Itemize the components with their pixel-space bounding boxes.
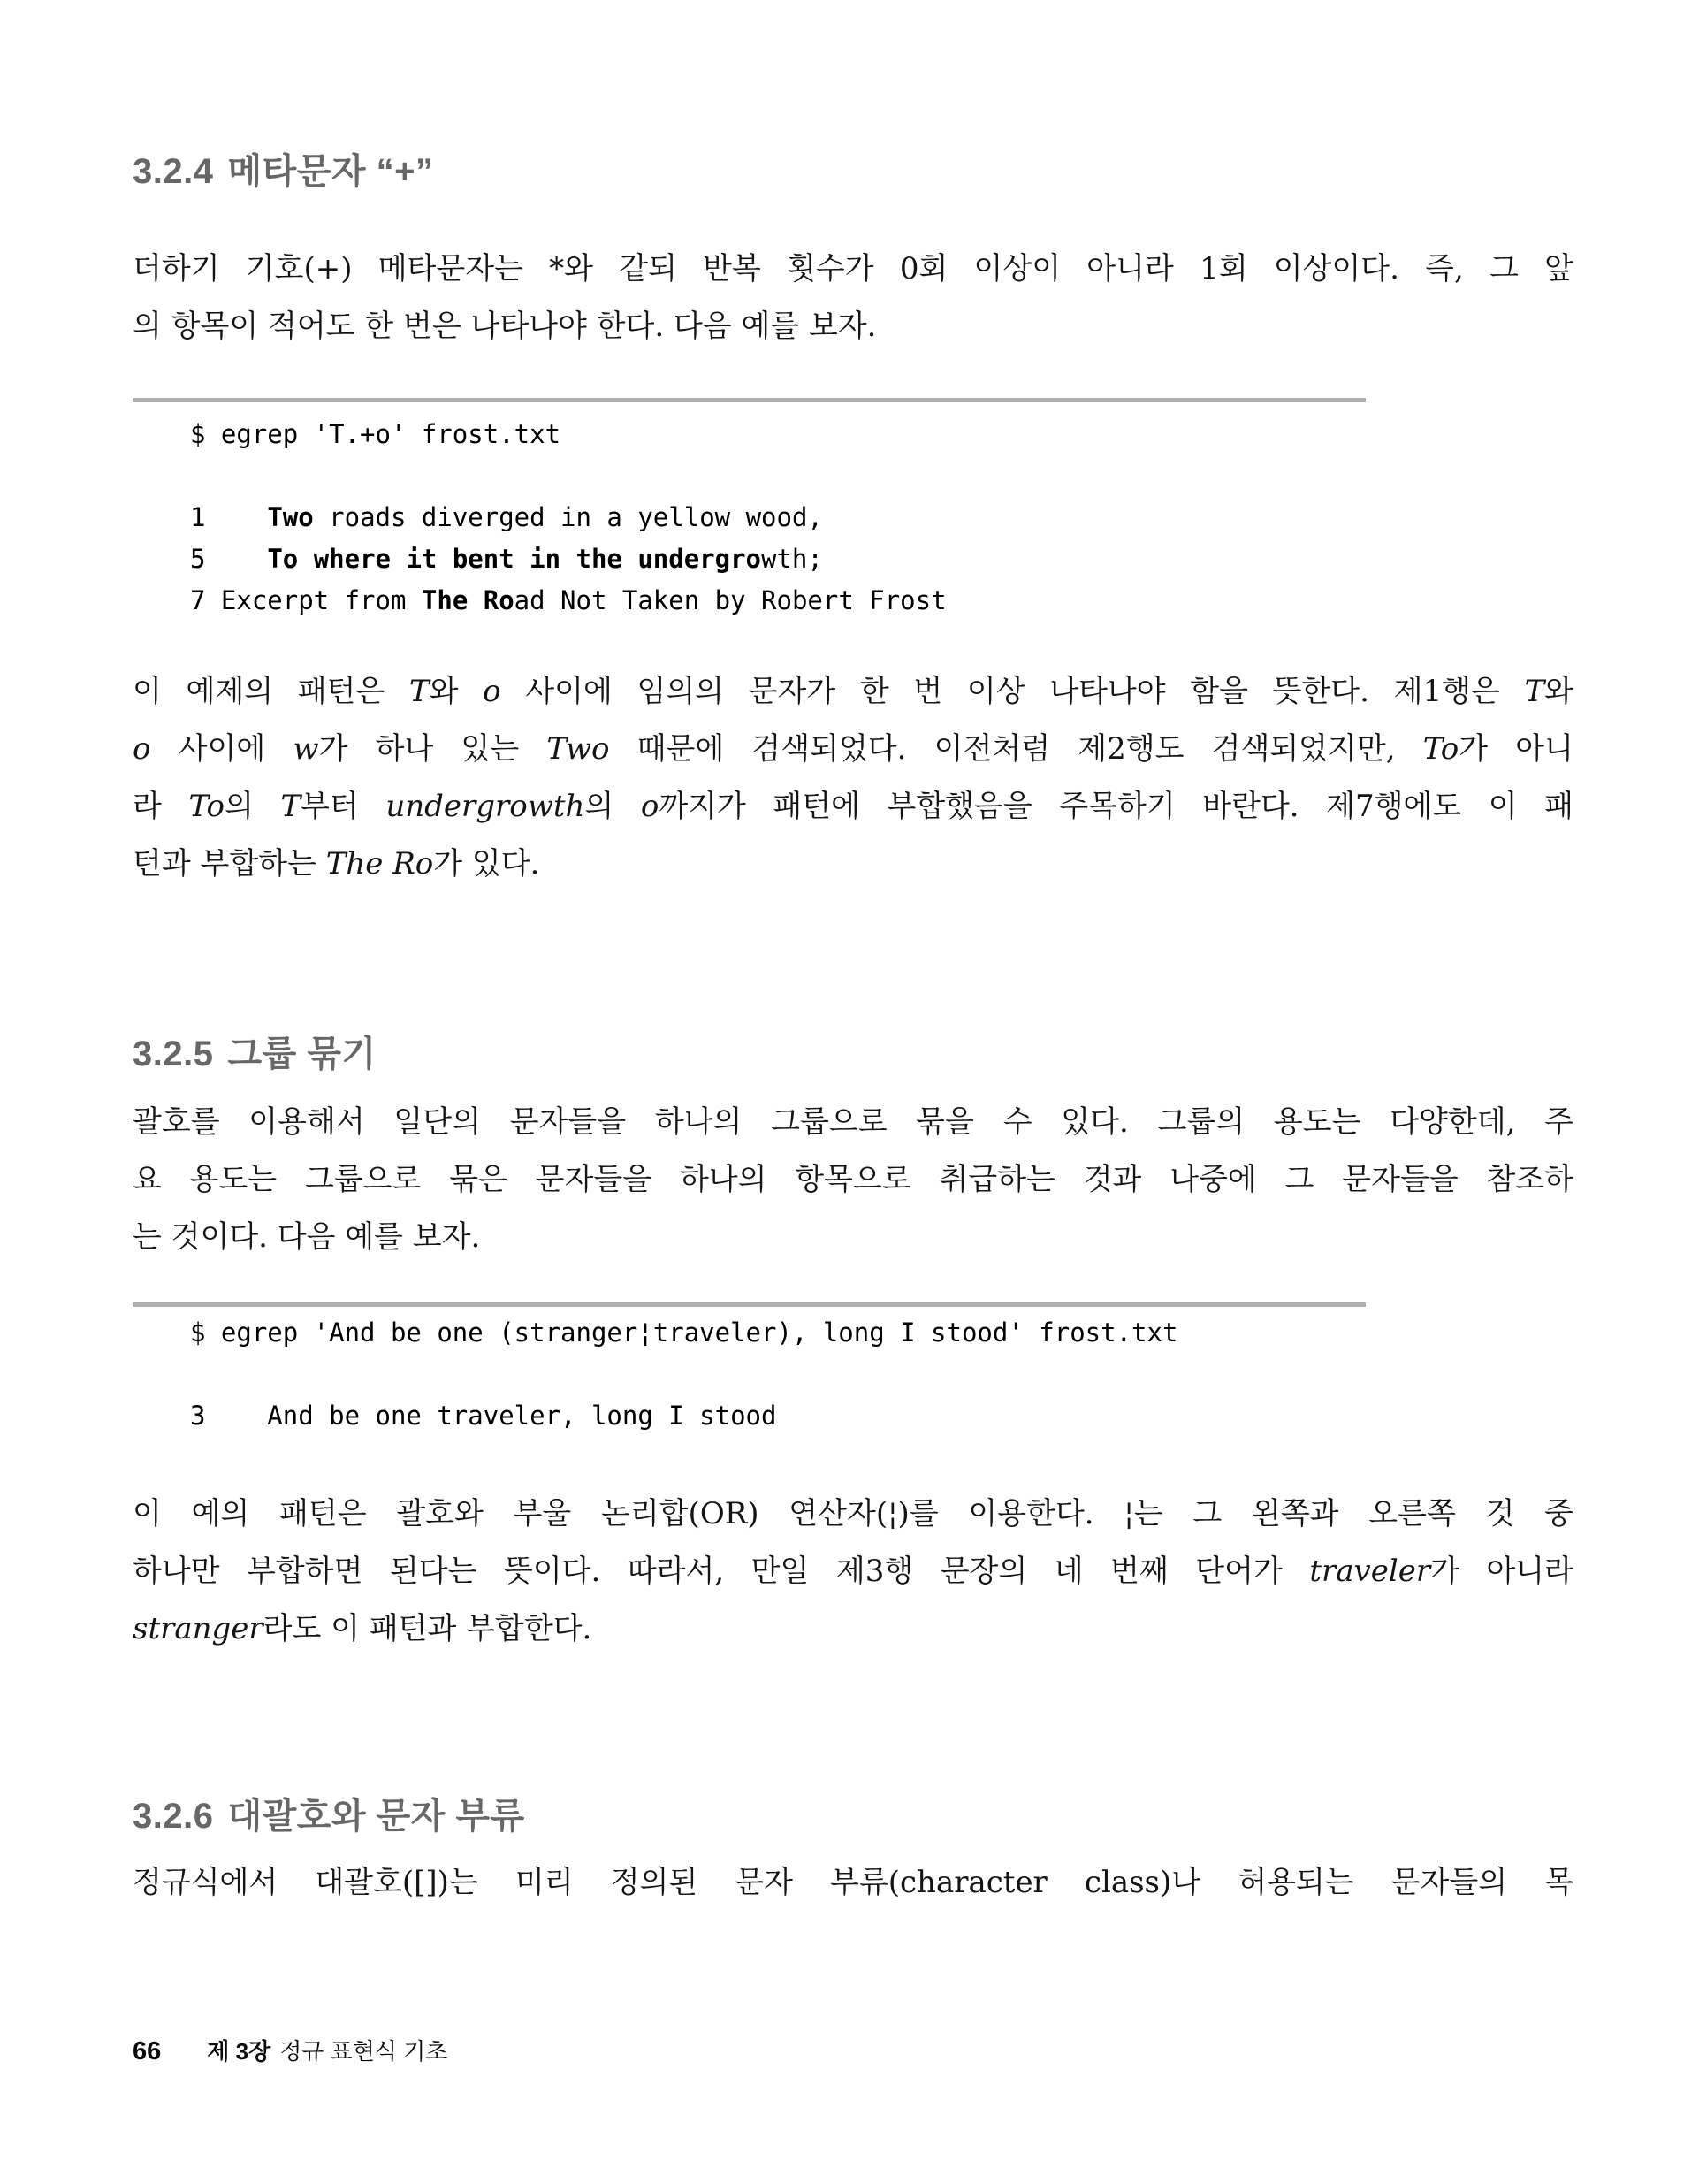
page-number: 66	[133, 2037, 162, 2066]
chapter-title: 정규 표현식 기초	[279, 2038, 448, 2065]
section-number: 3.2.6	[133, 1797, 214, 1836]
section-number: 3.2.5	[133, 1035, 214, 1073]
body-paragraph: 정규식에서 대괄호([])는 미리 정의된 문자 부류(character class)나 허용되는 문자들의 목	[133, 1865, 1573, 1900]
section-heading-3-2-4	[133, 150, 434, 193]
terminal-example-egrep-group: $ egrep 'And be one (stranger¦traveler), long I stood' frost.txt 3 And be one traveler, long I stood	[190, 1317, 1178, 1431]
body-paragraph: 이 예제의 패턴은 T와 o 사이에 임의의 문자가 한 번 이상 나타나야 함을 뜻한다. 제1행은 T와 o 사이에 w가 하나 있는 Two 때문에 검색되었다. 이전처럼 제2행도 검색되었지만, To가 아니 라 To의 T부터 undergrowth의 o까지가 패턴에 부합했음을 주목하기 바란다. 제7행에도 이 패 턴과 부합하는 The Ro가 있다.	[133, 674, 1573, 882]
code-top-rule	[133, 398, 1366, 402]
terminal-example-egrep-plus: $ egrep 'T.+o' frost.txt 1 Two roads diverged in a yellow wood, 5 To where it bent in the undergrowth; 7 Excerpt from The Road Not Taken by Robert Frost	[190, 419, 947, 615]
section-number: 3.2.4	[133, 152, 214, 191]
section-title: 메타문자 “+”	[227, 152, 434, 191]
section-title: 대괄호와 문자 부류	[227, 1797, 525, 1836]
body-paragraph: 더하기 기호(+) 메타문자는 *와 같되 반복 횟수가 0회 이상이 아니라 1회 이상이다. 즉, 그 앞 의 항목이 적어도 한 번은 나타나야 한다. 다음 예를 보자.	[133, 251, 1573, 344]
section-title: 그룹 묶기	[227, 1035, 377, 1073]
section-heading-3-2-5	[133, 1033, 377, 1075]
page-footer	[133, 2034, 447, 2066]
code-top-rule	[133, 1302, 1366, 1307]
body-paragraph: 괄호를 이용해서 일단의 문자들을 하나의 그룹으로 묶을 수 있다. 그룹의 용도는 다양한데, 주 요 용도는 그룹으로 묶은 문자들을 하나의 항목으로 취급하는 것과 나중에 그 문자들을 참조하 는 것이다. 다음 예를 보자.	[133, 1104, 1573, 1255]
chapter-label: 제 3장	[207, 2038, 271, 2065]
body-paragraph: 이 예의 패턴은 괄호와 부울 논리합(OR) 연산자(¦)를 이용한다. ¦는 그 왼쪽과 오른쪽 것 중 하나만 부합하면 된다는 뜻이다. 따라서, 만일 제3행 문장의 네 번째 단어가 traveler가 아니라 stranger라도 이 패턴과 부합한다.	[133, 1496, 1573, 1646]
section-heading-3-2-6	[133, 1795, 525, 1837]
